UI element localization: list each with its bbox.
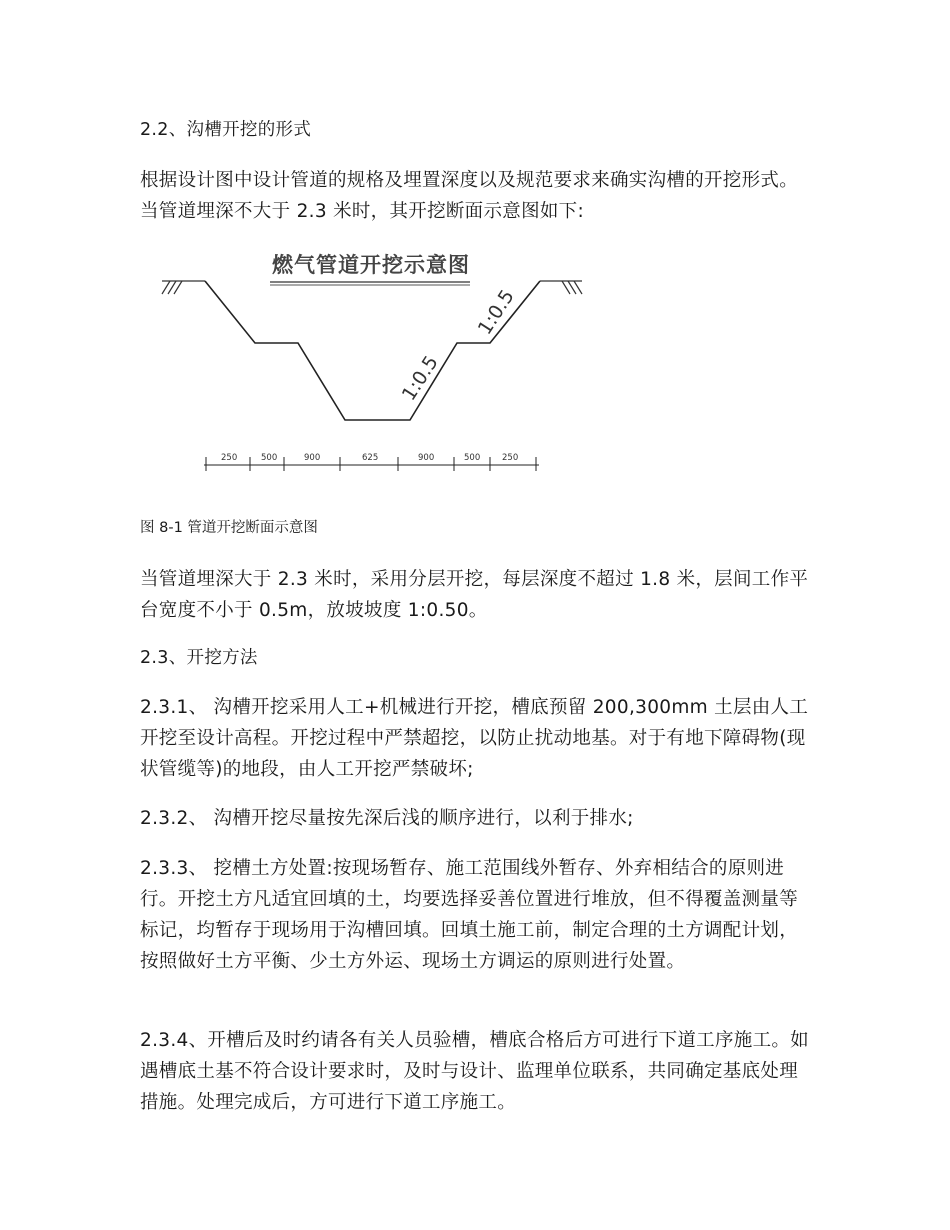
ground-hatch-right — [540, 281, 582, 294]
dimension-label-7: 250 — [502, 453, 519, 463]
section-2-2-heading: 2.2、沟槽开挖的形式 — [140, 120, 312, 140]
slope-label-upper: 1:0.5 — [473, 285, 519, 339]
dimension-label-2: 500 — [261, 453, 278, 463]
section-2-2-paragraph: 根据设计图中设计管道的规格及埋置深度以及规范要求来确实沟槽的开挖形式。当管道埋深不大于 2.3 米时，其开挖断面示意图如下: — [140, 170, 799, 222]
figure-caption: 图 8-1 管道开挖断面示意图 — [140, 520, 318, 536]
diagram-title: 燃气管道开挖示意图 — [272, 253, 470, 277]
dimension-label-5: 900 — [418, 453, 435, 463]
section-2-3-3: 2.3.3、 挖槽土方处置:按现场暂存、施工范围线外暂存、外弃相结合的原则进行。开挖土方凡适宜回填的土，均要选择妥善位置进行堆放，但不得覆盖测量等标记，均暂存于现场用于沟槽回填。回填土施工前，制定合理的土方调配计划，按照做好土方平衡、少土方外运、现场土方调运的原则进行处置。 — [140, 858, 799, 972]
slope-label-lower: 1:0.5 — [397, 351, 443, 405]
section-2-3-2: 2.3.2、 沟槽开挖尽量按先深后浅的顺序进行，以利于排水; — [140, 808, 634, 829]
dimension-label-3: 900 — [304, 453, 321, 463]
dimension-label-6: 500 — [464, 453, 481, 463]
section-2-3-4: 2.3.4、开槽后及时约请各有关人员验槽，槽底合格后方可进行下道工序施工。如遇槽底土基不符合设计要求时，及时与设计、监理单位联系，共同确定基底处理措施。处理完成后，方可进行下道工序施工。 — [140, 1030, 809, 1113]
section-2-3-1: 2.3.1、 沟槽开挖采用人工+机械进行开挖，槽底预留 200,300mm 土层由人工开挖至设计高程。开挖过程中严禁超挖，以防止扰动地基。对于有地下障碍物(现状管缆等)的地段，由人工开挖严禁破坏; — [140, 697, 809, 780]
dimension-label-4: 625 — [362, 453, 379, 463]
trench-excavation-diagram — [150, 240, 600, 485]
dimension-label-1: 250 — [221, 453, 238, 463]
section-2-2-paragraph-2: 当管道埋深大于 2.3 米时，采用分层开挖，每层深度不超过 1.8 米，层间工作平台宽度不小于 0.5m，放坡坡度 1:0.50。 — [140, 569, 809, 621]
ground-hatch-left — [162, 281, 205, 294]
section-2-3-heading: 2.3、开挖方法 — [140, 648, 258, 668]
